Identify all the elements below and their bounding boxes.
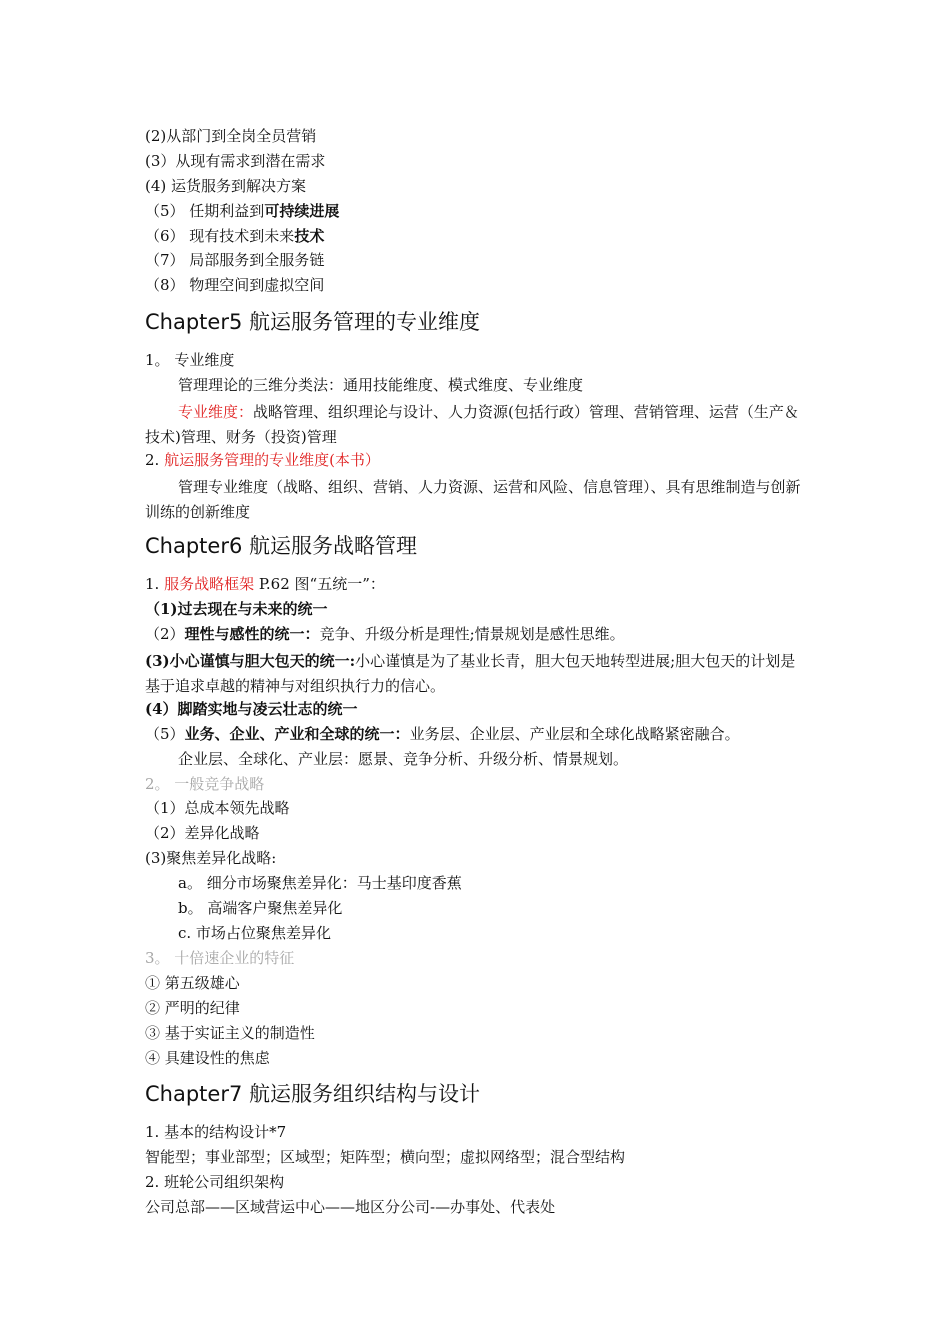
- section-number: 1。: [145, 351, 170, 369]
- list-item: ② 严明的纪律: [145, 999, 240, 1017]
- paragraph: 智能型；事业部型；区域型；矩阵型；横向型；虚拟网络型；混合型结构: [145, 1148, 626, 1166]
- paragraph: [145, 400, 807, 450]
- section-heading: [145, 450, 380, 470]
- section-heading: 1. 基本的结构设计*7: [145, 1123, 287, 1141]
- list-item: (4）脚踏实地与凌云壮志的统一: [145, 700, 358, 718]
- list-item: （1)过去现在与未来的统一: [145, 600, 328, 618]
- list-item: (4) 运货服务到解决方案: [145, 177, 307, 195]
- chapter5-heading: Chapter5 航运服务管理的专业维度: [145, 310, 480, 334]
- section-heading: 3。 十倍速企业的特征: [145, 949, 295, 967]
- bold-text: 技术: [294, 227, 325, 245]
- list-item: (3)聚焦差异化战略:: [145, 849, 277, 867]
- section-number: 1.: [145, 575, 160, 593]
- paragraph-text: 战略管理、组织理论与设计、人力资源(包括行政）管理、营销管理、运营（生产＆技术)管理、财务（投资)管理: [145, 403, 799, 446]
- section-heading: [145, 574, 385, 594]
- bold-text: 可持续进展: [264, 202, 340, 220]
- paragraph: 管理理论的三维分类法：通用技能维度、模式维度、专业维度: [178, 376, 584, 394]
- paragraph: 公司总部——区域营运中心——地区分公司-—办事处、代表处: [145, 1198, 556, 1216]
- section-title: P.62 图“五统一”：: [254, 575, 385, 593]
- list-item: [145, 624, 625, 644]
- list-item: [145, 226, 324, 246]
- list-item: (3）从现有需求到潜在需求: [145, 152, 326, 170]
- list-item-text: 竞争、升级分析是理性;情景规划是感性思维。: [319, 625, 625, 643]
- list-item-text: （5）: [145, 725, 185, 743]
- red-text: 服务战略框架: [159, 575, 255, 593]
- section-heading: 2。 一般竞争战略: [145, 775, 265, 793]
- paragraph: 管理专业维度（战略、组织、营销、人力资源、运营和风险、信息管理）、具有思维制造与创新训练的创新维度: [145, 478, 801, 521]
- list-item: c. 市场占位聚焦差异化: [178, 924, 331, 942]
- bold-text: 业务、企业、产业和全球的统一：: [184, 725, 410, 743]
- chapter7-heading: Chapter7 航运服务组织结构与设计: [145, 1082, 480, 1106]
- list-item-text: （2）: [145, 625, 185, 643]
- list-item-text: 业务层、企业层、产业层和全球化战略紧密融合。: [409, 725, 740, 743]
- section-heading: [145, 350, 234, 370]
- list-item: （8） 物理空间到虚拟空间: [145, 276, 325, 294]
- list-item: [145, 649, 807, 699]
- red-text: 专业维度：: [178, 403, 254, 421]
- list-item: [145, 201, 339, 221]
- bold-text: 理性与感性的统一：: [184, 625, 320, 643]
- section-title: 专业维度: [169, 351, 235, 369]
- bold-text: (3)小心谨慎与胆大包天的统一:: [145, 652, 356, 670]
- list-item: （7） 局部服务到全服务链: [145, 251, 325, 269]
- list-item: （1）总成本领先战略: [145, 799, 290, 817]
- list-item-text: （6） 现有技术到未来: [145, 227, 295, 245]
- list-item: ③ 基于实证主义的制造性: [145, 1024, 315, 1042]
- list-item: (2)从部门到全岗全员营销: [145, 127, 317, 145]
- chapter6-heading: Chapter6 航运服务战略管理: [145, 534, 417, 558]
- section-number: 2.: [145, 451, 160, 469]
- list-item: ④ 具建设性的焦虑: [145, 1049, 270, 1067]
- list-item: b。 高端客户聚焦差异化: [178, 899, 343, 917]
- paragraph: 企业层、全球化、产业层：愿景、竞争分析、升级分析、情景规划。: [178, 750, 629, 768]
- list-item: a。 细分市场聚焦差异化：马士基印度香蕉: [178, 874, 462, 892]
- list-item-text: 小心谨慎是为了基业长青，胆大包天地转型进展;胆大包天的计划是基于追求卓越的精神与对组织执行力的信心。: [145, 652, 796, 695]
- list-item: ① 第五级雄心: [145, 974, 240, 992]
- list-item: [145, 724, 740, 744]
- section-heading: 2. 班轮公司组织架构: [145, 1173, 285, 1191]
- red-text: 航运服务管理的专业维度(本书）: [159, 451, 380, 469]
- list-item: （2）差异化战略: [145, 824, 260, 842]
- list-item-text: （5） 任期利益到: [145, 202, 265, 220]
